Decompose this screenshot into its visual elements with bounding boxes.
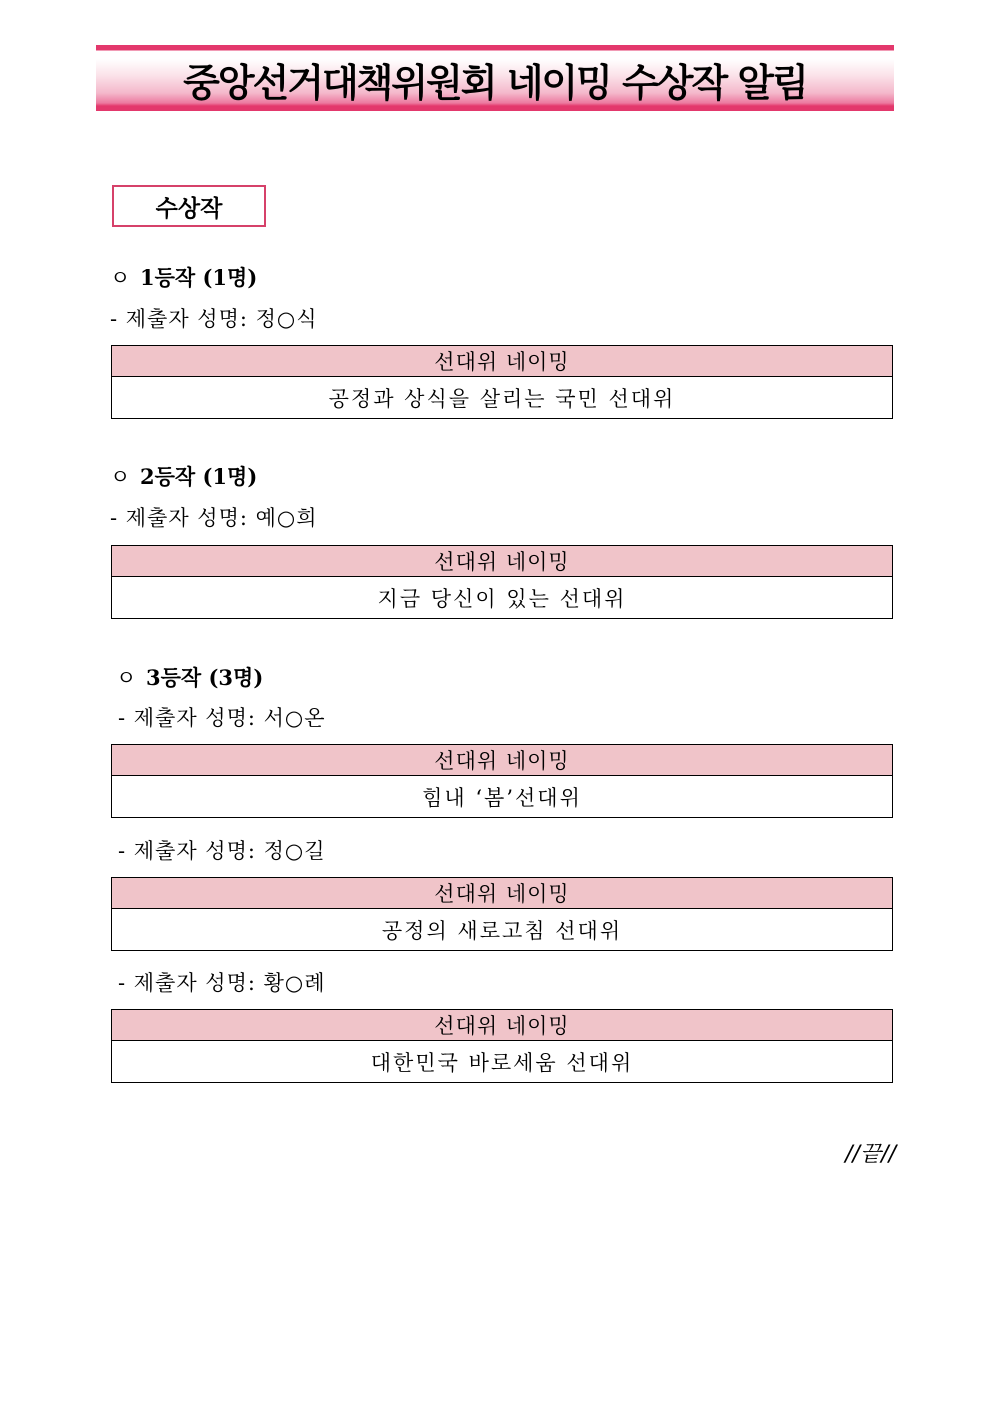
naming-table-header: 선대위 네이밍 [112, 878, 892, 909]
award-heading-3rd [116, 662, 263, 692]
submitter-line: - 제출자 성명: 황○례 [118, 971, 326, 995]
naming-table-value: 힘내 ‘봄’선대위 [422, 785, 582, 810]
naming-table [111, 877, 893, 951]
submitter-line: - 제출자 성명: 정○식 [110, 307, 318, 331]
award-heading-text: 3등작 (3명) [146, 665, 264, 690]
naming-table-header: 선대위 네이밍 [112, 546, 892, 577]
award-heading-text: 2등작 (1명) [140, 464, 258, 489]
naming-table-value: 지금 당신이 있는 선대위 [377, 586, 627, 611]
section-label-box [112, 185, 266, 227]
award-heading-2nd [110, 461, 257, 491]
end-mark: //끝// [845, 1142, 896, 1167]
naming-table-value: 공정의 새로고침 선대위 [381, 918, 623, 943]
submitter-line: - 제출자 성명: 서○온 [118, 706, 326, 730]
submitter-line: - 제출자 성명: 예○희 [110, 506, 318, 530]
naming-table [111, 1009, 893, 1083]
naming-table-header: 선대위 네이밍 [112, 745, 892, 776]
naming-table-header: 선대위 네이밍 [112, 346, 892, 377]
award-heading-text: 1등작 (1명) [140, 265, 258, 290]
section-label: 수상작 [155, 195, 223, 222]
naming-table-header: 선대위 네이밍 [112, 1010, 892, 1041]
award-heading-1st [110, 262, 257, 292]
page-title: 중앙선거대책위원회 네이밍 수상작 알림 [183, 60, 807, 105]
bullet-icon: ㅇ [110, 465, 131, 489]
naming-table [111, 545, 893, 619]
naming-table [111, 345, 893, 419]
bullet-icon: ㅇ [110, 266, 131, 290]
naming-table-value: 공정과 상식을 살리는 국민 선대위 [328, 386, 676, 411]
title-banner [96, 45, 894, 111]
naming-table [111, 744, 893, 818]
submitter-line: - 제출자 성명: 정○길 [118, 839, 326, 863]
naming-table-value: 대한민국 바로세움 선대위 [370, 1050, 634, 1075]
bullet-icon: ㅇ [116, 666, 137, 690]
